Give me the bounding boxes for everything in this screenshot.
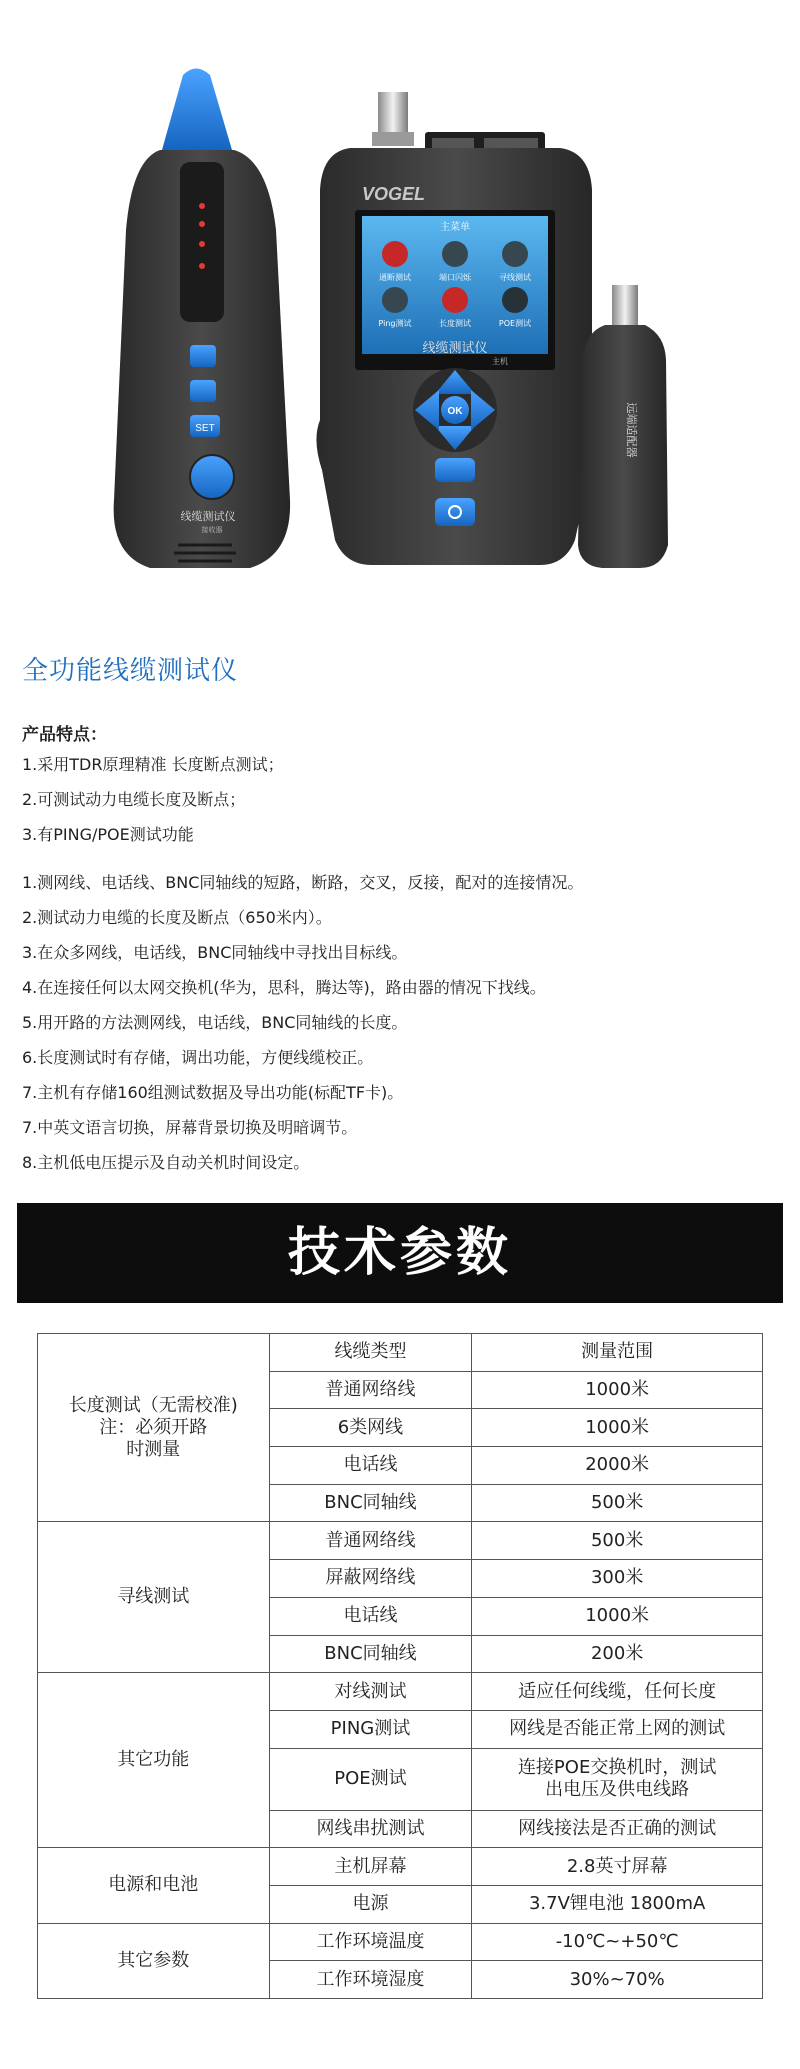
- list-item: 8.主机低电压提示及自动关机时间设定。: [22, 1153, 310, 1172]
- group-other-functions: 其它功能: [38, 1673, 270, 1848]
- table-cell: 3.7V锂电池 1800mA: [472, 1885, 763, 1923]
- table-cell: 200米: [472, 1635, 763, 1673]
- list-item: 7.主机有存储160组测试数据及导出功能(标配TF卡)。: [22, 1083, 404, 1102]
- group-length-test: 长度测试（无需校准) 注：必须开路 时测量: [38, 1334, 270, 1522]
- direction-pad[interactable]: [413, 368, 497, 452]
- table-cell: 1000米: [472, 1409, 763, 1447]
- table-cell: 1000米: [472, 1371, 763, 1409]
- probe-tip: [162, 69, 232, 151]
- menu-item-1: 通断测试: [379, 273, 411, 282]
- table-cell: 主机屏幕: [269, 1848, 472, 1886]
- table-cell: 网线接法是否正确的测试: [472, 1810, 763, 1848]
- feature-list-detail: [22, 865, 583, 1180]
- table-cell: 连接POE交换机时，测试 出电压及供电线路: [472, 1748, 763, 1810]
- table-header-cell: 线缆类型: [269, 1334, 472, 1372]
- table-cell: BNC同轴线: [269, 1484, 472, 1522]
- menu-item-4: Ping测试: [378, 319, 412, 328]
- table-cell: 普通网络线: [269, 1371, 472, 1409]
- probe-power-button[interactable]: [190, 345, 216, 367]
- features-heading: 产品特点：: [22, 725, 107, 745]
- device-label: 线缆测试仪: [422, 341, 488, 356]
- probe-set-label: SET: [195, 423, 215, 434]
- table-cell: 对线测试: [269, 1673, 472, 1711]
- list-item: 6.长度测试时有存储，调出功能，方便线缆校正。: [22, 1048, 374, 1067]
- back-button[interactable]: [435, 458, 475, 482]
- table-row: [38, 1848, 763, 1886]
- list-item: 1.测网线、电话线、BNC同轴线的短路，断路，交叉，反接，配对的连接情况。: [22, 873, 584, 892]
- menu-item-3: 寻线测试: [499, 273, 531, 282]
- table-cell: 电源: [269, 1885, 472, 1923]
- list-item: 2.测试动力电缆的长度及断点（650米内）。: [22, 908, 332, 927]
- remote-label: 远端适配器: [625, 402, 638, 458]
- group-power-battery: 电源和电池: [38, 1848, 270, 1923]
- ok-label: OK: [447, 406, 463, 417]
- list-item: 3.在众多网线，电话线，BNC同轴线中寻找出目标线。: [22, 943, 408, 962]
- table-cell: 电话线: [269, 1597, 472, 1635]
- product-illustration: [0, 0, 800, 620]
- table-cell: 工作环境温度: [269, 1923, 472, 1961]
- table-cell: -10℃~+50℃: [472, 1923, 763, 1961]
- list-item: 3.有PING/POE测试功能: [22, 825, 194, 844]
- list-item: 1.采用TDR原理精准 长度断点测试；: [22, 755, 284, 774]
- table-cell: 6类网线: [269, 1409, 472, 1447]
- table-cell: PING测试: [269, 1710, 472, 1748]
- table-cell: 500米: [472, 1522, 763, 1560]
- table-cell: 适应任何线缆，任何长度: [472, 1673, 763, 1711]
- probe-volume-dial[interactable]: [190, 455, 234, 499]
- spec-table: [37, 1333, 763, 1999]
- table-cell: 500米: [472, 1484, 763, 1522]
- probe-light-button[interactable]: [190, 380, 216, 402]
- brand-logo: VOGEL: [362, 184, 426, 204]
- group-other-params: 其它参数: [38, 1923, 270, 1998]
- feature-list-primary: [22, 747, 284, 852]
- menu-item-2: 端口闪烁: [439, 273, 471, 282]
- table-cell: 1000米: [472, 1597, 763, 1635]
- group-cable-tracing: 寻线测试: [38, 1522, 270, 1673]
- menu-item-6: POE测试: [498, 319, 532, 328]
- main-unit: [316, 92, 595, 565]
- table-cell: 网线串扰测试: [269, 1810, 472, 1848]
- table-cell: 屏蔽网络线: [269, 1560, 472, 1598]
- page-title: 全功能线缆测试仪: [22, 656, 239, 686]
- probe-label: 线缆测试仪: [180, 510, 236, 523]
- power-button[interactable]: [435, 498, 475, 526]
- device-screen: [362, 216, 548, 354]
- table-cell: 300米: [472, 1560, 763, 1598]
- device-sublabel: 主机: [492, 357, 508, 366]
- table-cell: 30%~70%: [472, 1961, 763, 1999]
- probe-sublabel: 接收器: [201, 526, 223, 534]
- table-row: [38, 1522, 763, 1560]
- probe-device: [114, 69, 290, 569]
- menu-item-5: 长度测试: [439, 319, 471, 328]
- table-cell: 电话线: [269, 1447, 472, 1485]
- table-row: [38, 1923, 763, 1961]
- table-cell: 普通网络线: [269, 1522, 472, 1560]
- table-cell: 工作环境湿度: [269, 1961, 472, 1999]
- section-banner: 技术参数: [17, 1203, 783, 1303]
- table-row: [38, 1334, 763, 1372]
- list-item: 2.可测试动力电缆长度及断点；: [22, 790, 246, 809]
- table-header-cell: 测量范围: [472, 1334, 763, 1372]
- table-cell: BNC同轴线: [269, 1635, 472, 1673]
- screen-title: 主菜单: [440, 222, 470, 233]
- list-item: 7.中英文语言切换，屏幕背景切换及明暗调节。: [22, 1118, 358, 1137]
- table-row: [38, 1673, 763, 1711]
- table-cell: POE测试: [269, 1748, 472, 1810]
- list-item: 5.用开路的方法测网线，电话线，BNC同轴线的长度。: [22, 1013, 408, 1032]
- list-item: 4.在连接任何以太网交换机(华为，思科，腾达等)，路由器的情况下找线。: [22, 978, 546, 997]
- table-cell: 网线是否能正常上网的测试: [472, 1710, 763, 1748]
- table-cell: 2000米: [472, 1447, 763, 1485]
- table-cell: 2.8英寸屏幕: [472, 1848, 763, 1886]
